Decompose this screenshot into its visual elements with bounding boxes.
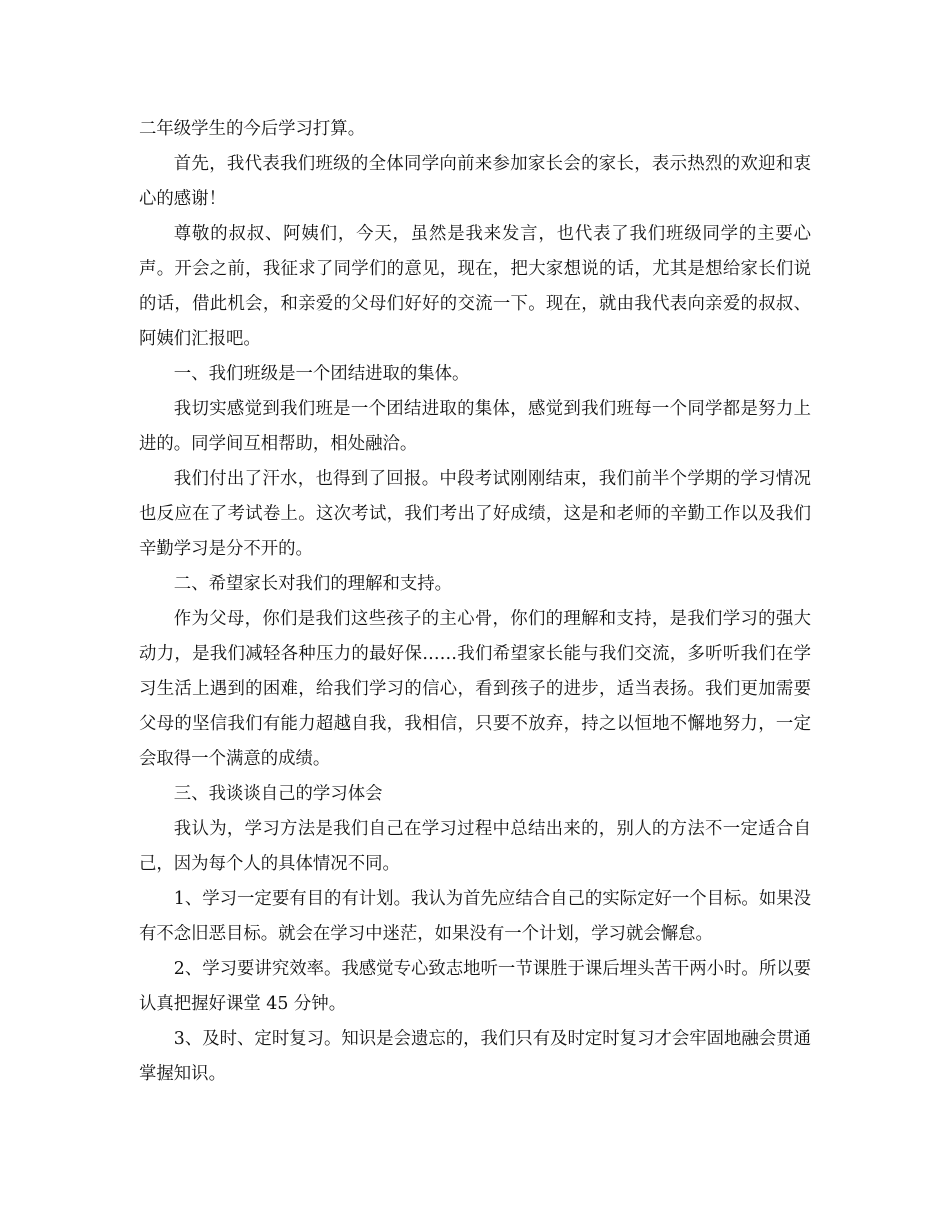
paragraph-welcome: 首先，我代表我们班级的全体同学向前来参加家长会的家长，表示热烈的欢迎和衷心的感谢！ bbox=[139, 154, 811, 209]
section-heading-1: 一、我们班级是一个团结进取的集体。 bbox=[173, 364, 470, 384]
list-item-1: 1、学习一定要有目的有计划。我认为首先应结合自己的实际定好一个目标。如果没有不念旧恶目标。就会在学习中迷茫，如果没有一个计划，学习就会懈怠。 bbox=[139, 889, 811, 944]
paragraph-class-unity: 我切实感觉到我们班是一个团结进取的集体，感觉到我们班每一个同学都是努力上进的。同学间互相帮助，相处融洽。 bbox=[139, 399, 811, 454]
paragraph-intro-line: 二年级学生的今后学习打算。 bbox=[139, 119, 366, 139]
paragraph-study-method: 我认为，学习方法是我们自己在学习过程中总结出来的，别人的方法不一定适合自己，因为每个人的具体情况不同。 bbox=[139, 819, 811, 874]
paragraph-parents-support: 作为父母，你们是我们这些孩子的主心骨，你们的理解和支持，是我们学习的强大动力，是我们减轻各种压力的最好保……我们希望家长能与我们交流，多听听我们在学习生活上遇到的困难，给我们学习的信心，看到孩子的进步，适当表扬。我们更加需要父母的坚信我们有能力超越自我，我相信，只要不放弃，持之以恒地不懈地努力，一定会取得一个满意的成绩。 bbox=[139, 609, 811, 769]
section-heading-3: 三、我谈谈自己的学习体会 bbox=[173, 784, 383, 804]
paragraph-address: 尊敬的叔叔、阿姨们，今天，虽然是我来发言，也代表了我们班级同学的主要心声。开会之前，我征求了同学们的意见，现在，把大家想说的话，尤其是想给家长们说的话，借此机会，和亲爱的父母们好好的交流一下。现在，就由我代表向亲爱的叔叔、阿姨们汇报吧。 bbox=[139, 224, 811, 349]
list-item-3: 3、及时、定时复习。知识是会遗忘的，我们只有及时定时复习才会牢固地融会贯通掌握知识。 bbox=[139, 1029, 811, 1084]
list-item-2: 2、学习要讲究效率。我感觉专心致志地听一节课胜于课后埋头苦干两小时。所以要认真把握好课堂 45 分钟。 bbox=[139, 959, 811, 1014]
paragraph-exam-results: 我们付出了汗水，也得到了回报。中段考试刚刚结束，我们前半个学期的学习情况也反应在了考试卷上。这次考试，我们考出了好成绩，这是和老师的辛勤工作以及我们辛勤学习是分不开的。 bbox=[139, 469, 811, 559]
document-body bbox=[139, 112, 811, 1092]
section-heading-2: 二、希望家长对我们的理解和支持。 bbox=[173, 574, 453, 594]
